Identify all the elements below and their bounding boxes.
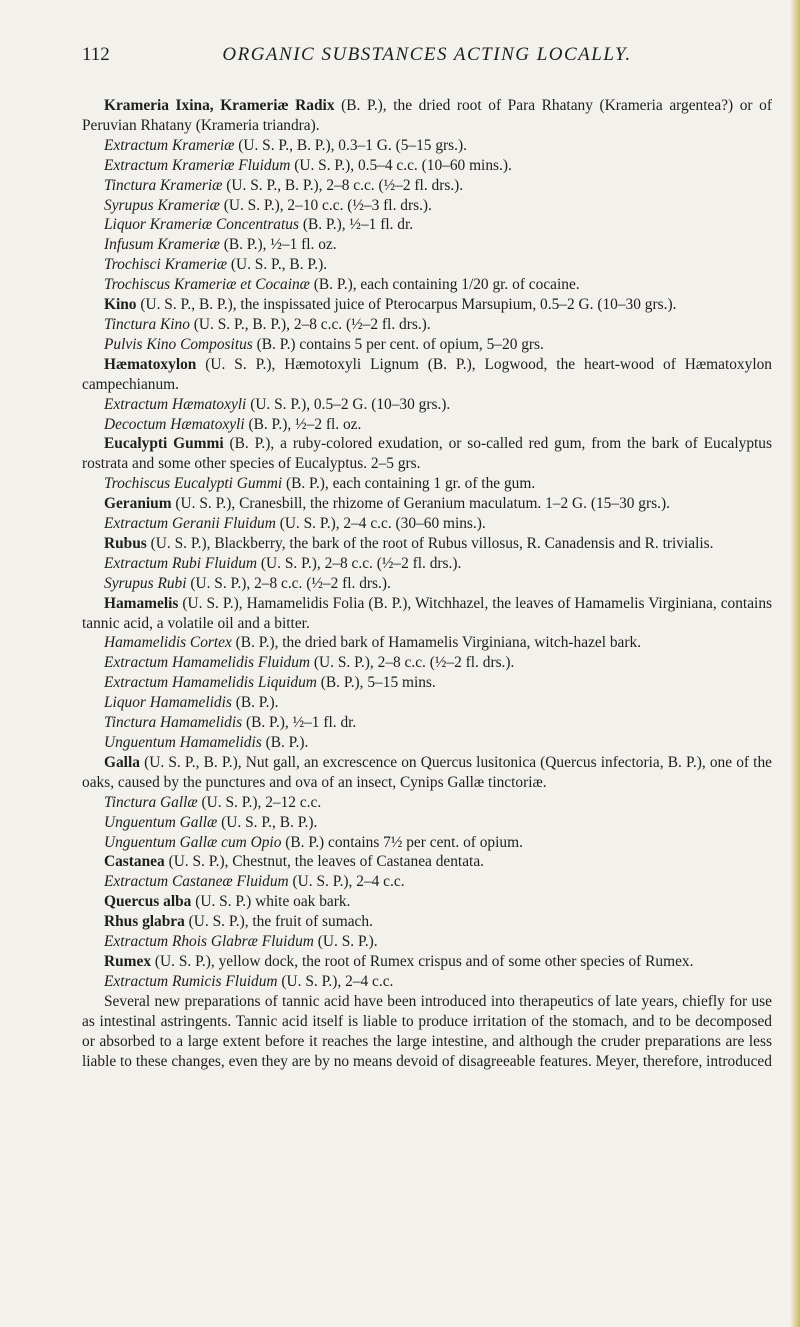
paragraph-text: (U. S. P., B. P.), Nut gall, an excrescence on Quercus lusitonica (Quercus infectoria, B. P.), one of the oaks, caused by the punctures and ova of an insect, Cynips Gallæ tinctoriæ.: [82, 753, 772, 791]
drug-name: Rumex: [104, 952, 152, 970]
paragraph: [82, 594, 772, 634]
paragraph: [82, 255, 772, 275]
paragraph: [82, 96, 772, 136]
preparation-name: Extractum Krameriæ: [104, 136, 235, 154]
drug-name: Quercus alba: [104, 893, 192, 911]
paragraph-text: (B. P.), each containing 1/20 gr. of cocaine.: [309, 276, 580, 294]
page-edge: [790, 0, 800, 1327]
paragraph-text: (B. P.), ½–2 fl. oz.: [244, 415, 362, 433]
preparation-name: Unguentum Gallæ cum Opio: [104, 833, 282, 851]
preparation-name: Syrupus Rubi: [104, 574, 187, 592]
drug-name: Galla: [104, 753, 140, 771]
drug-name: Krameria Ixina, Krameriæ Radix: [104, 97, 335, 114]
paragraph-text: (U. S. P.), 2–4 c.c.: [288, 873, 405, 891]
preparation-name: Decoctum Hæmatoxyli: [104, 415, 245, 433]
preparation-name: Extractum Hamamelidis Liquidum: [104, 674, 317, 692]
paragraph: [82, 912, 772, 932]
paragraph: [82, 474, 772, 494]
paragraph-text: (U. S. P.), 0.5–2 G. (10–30 grs.).: [246, 395, 451, 413]
paragraph-text: (U. S. P.), 2–12 c.c.: [197, 793, 322, 811]
preparation-name: Liquor Hamamelidis: [104, 694, 232, 712]
paragraph-text: (U. S. P.), 2–10 c.c. (½–3 fl. drs.).: [219, 196, 432, 214]
paragraph-text: (U. S. P.), 2–8 c.c. (½–2 fl. drs.).: [310, 654, 515, 672]
paragraph-text: (U. S. P.).: [313, 933, 378, 951]
paragraph-text: (U. S. P.), Cranesbill, the rhizome of Geranium maculatum. 1–2 G. (15–30 grs.).: [171, 495, 670, 513]
preparation-name: Liquor Krameriæ Concentratus: [104, 216, 299, 234]
paragraph: [82, 335, 772, 355]
paragraph-text: (U. S. P.), the fruit of sumach.: [184, 913, 373, 931]
drug-name: Kino: [104, 296, 137, 314]
paragraph-text: (B. P.).: [261, 734, 309, 751]
preparation-name: Extractum Hæmatoxyli: [104, 395, 247, 413]
paragraph: [82, 554, 772, 574]
paragraph-text: (U. S. P.), Hæmotoxyli Lignum (B. P.), Logwood, the heart-wood of Hæmatoxylon campechianum.: [82, 355, 772, 393]
paragraph: [82, 136, 772, 156]
paragraph-text: (U. S. P.), Chestnut, the leaves of Castanea dentata.: [164, 853, 484, 871]
paragraph: [82, 693, 772, 713]
paragraph: [82, 793, 772, 813]
paragraph: [82, 753, 772, 793]
paragraph-text: (U. S. P., B. P.), 2–8 c.c. (½–2 fl. drs.).: [222, 176, 464, 194]
drug-name: Geranium: [104, 495, 172, 513]
paragraph: [82, 196, 772, 216]
paragraph-text: (U. S. P.), Blackberry, the bark of the root of Rubus villosus, R. Canadensis and R. trivialis.: [146, 534, 714, 552]
paragraph: [82, 415, 772, 435]
paragraph-text: (B. P.), each containing 1 gr. of the gum.: [282, 475, 536, 493]
paragraph-text: (B. P.).: [231, 694, 279, 712]
paragraph-text: (U. S. P.), 2–8 c.c. (½–2 fl. drs.).: [257, 554, 462, 572]
paragraph: [82, 315, 772, 335]
paragraph-text: (U. S. P.), yellow dock, the root of Rumex crispus and of some other species of Rumex.: [151, 952, 694, 970]
paragraph: [82, 992, 772, 1072]
paragraph: [82, 813, 772, 833]
paragraph: [82, 156, 772, 176]
drug-name: Rubus: [104, 534, 147, 552]
preparation-name: Extractum Geranii Fluidum: [104, 515, 276, 533]
paragraph: [82, 633, 772, 653]
paragraph: [82, 295, 772, 315]
paragraph-text: (B. P.), a ruby-colored exudation, or so-called red gum, from the bark of Eucalyptus rostrata and some other species of Eucalyptus. 2–5 grs.: [82, 435, 772, 473]
paragraph-text: (U. S. P.), 0.5–4 c.c. (10–60 mins.).: [290, 156, 512, 174]
paragraph-text: (B. P.), ½–1 fl. dr.: [298, 216, 414, 234]
drug-name: Rhus glabra: [104, 913, 185, 931]
paragraph-text: (U. S. P., B. P.).: [217, 813, 318, 831]
paragraph: [82, 833, 772, 853]
paragraph-text: (U. S. P., B. P.).: [227, 256, 328, 274]
paragraph-text: (U. S. P., B. P.), 2–8 c.c. (½–2 fl. drs.).: [189, 315, 431, 333]
paragraph: [82, 673, 772, 693]
paragraph: [82, 574, 772, 594]
preparation-name: Extractum Hamamelidis Fluidum: [104, 654, 311, 672]
paragraph: [82, 395, 772, 415]
preparation-name: Unguentum Hamamelidis: [104, 734, 262, 751]
paragraph: [82, 852, 772, 872]
paragraph: [82, 972, 772, 992]
page-number: 112: [82, 44, 110, 65]
paragraph-text: (B. P.), the dried root of Para Rhatany (Krameria argentea?) or of Peruvian Rhatany (Krameria triandra).: [82, 97, 772, 134]
paragraph: [82, 494, 772, 514]
paragraph-text: (U. S. P.) white oak bark.: [191, 893, 351, 911]
paragraph-text: (B. P.), ½–1 fl. oz.: [219, 236, 337, 254]
preparation-name: Unguentum Gallæ: [104, 813, 218, 831]
paragraph: [82, 215, 772, 235]
body-text: [82, 96, 772, 1071]
preparation-name: Trochiscus Krameriæ et Cocainæ: [104, 276, 310, 294]
paragraph: [82, 235, 772, 255]
preparation-name: Syrupus Krameriæ: [104, 196, 220, 214]
preparation-name: Tinctura Kino: [104, 315, 190, 333]
preparation-name: Extractum Rubi Fluidum: [104, 554, 258, 572]
paragraph: [82, 932, 772, 952]
preparation-name: Tinctura Krameriæ: [104, 176, 223, 194]
paragraph: [82, 355, 772, 395]
drug-name: Castanea: [104, 853, 165, 871]
preparation-name: Tinctura Hamamelidis: [104, 714, 243, 732]
preparation-name: Trochisci Krameriæ: [104, 256, 227, 274]
paragraph: [82, 534, 772, 554]
paragraph: [82, 713, 772, 733]
preparation-name: Extractum Rhois Glabræ Fluidum: [104, 933, 314, 951]
paragraph-text: Several new preparations of tannic acid have been introduced into therapeutics of late years, chiefly for use as intestinal astringents. Tannic acid itself is liable to produce irritation of the stomach, and to be decomposed or absorbed to a large extent before it reaches the large intestine, and although the cruder preparations are less liable to these changes, even they are by no means devoid of disagreeable features. Meyer, therefore, introduced: [82, 992, 772, 1070]
paragraph: [82, 434, 772, 474]
paragraph: [82, 872, 772, 892]
paragraph-text: (U. S. P., B. P.), the inspissated juice of Pterocarpus Marsupium, 0.5–2 G. (10–30 grs.).: [136, 296, 677, 314]
paragraph: [82, 653, 772, 673]
preparation-name: Extractum Krameriæ Fluidum: [104, 156, 291, 174]
paragraph: [82, 275, 772, 295]
preparation-name: Infusum Krameriæ: [104, 236, 220, 254]
drug-name: Eucalypti Gummi: [104, 435, 224, 453]
preparation-name: Hamamelidis Cortex: [104, 634, 232, 652]
paragraph-text: (B. P.), 5–15 mins.: [316, 674, 436, 692]
paragraph: [82, 892, 772, 912]
paragraph: [82, 733, 772, 753]
paragraph-text: (U. S. P.), 2–4 c.c. (30–60 mins.).: [275, 515, 486, 533]
paragraph: [82, 176, 772, 196]
paragraph-text: (U. S. P.), 2–8 c.c. (½–2 fl. drs.).: [186, 574, 391, 592]
preparation-name: Tinctura Gallæ: [104, 793, 198, 811]
page-header: [82, 34, 772, 74]
paragraph: [82, 514, 772, 534]
drug-name: Hamamelis: [104, 594, 179, 612]
preparation-name: Pulvis Kino Compositus: [104, 335, 253, 353]
paragraph-text: (B. P.), the dried bark of Hamamelis Virginiana, witch-hazel bark.: [231, 634, 642, 652]
running-head: ORGANIC SUBSTANCES ACTING LOCALLY.: [222, 44, 632, 65]
paragraph-text: (B. P.) contains 5 per cent. of opium, 5–20 grs.: [252, 335, 544, 353]
paragraph-text: (U. S. P.), 2–4 c.c.: [277, 972, 394, 990]
drug-name: Hæmatoxylon: [104, 355, 197, 373]
preparation-name: Extractum Rumicis Fluidum: [104, 972, 278, 990]
paragraph-text: (U. S. P.), Hamamelidis Folia (B. P.), Witchhazel, the leaves of Hamamelis Virginiana, contains tannic acid, a volatile oil and a bitter.: [82, 594, 772, 632]
paragraph-text: (B. P.), ½–1 fl. dr.: [242, 714, 357, 732]
paragraph-text: (U. S. P., B. P.), 0.3–1 G. (5–15 grs.).: [234, 136, 467, 154]
paragraph-text: (B. P.) contains 7½ per cent. of opium.: [281, 833, 523, 851]
preparation-name: Extractum Castaneæ Fluidum: [104, 873, 289, 891]
preparation-name: Trochiscus Eucalypti Gummi: [104, 475, 283, 493]
paragraph: [82, 952, 772, 972]
